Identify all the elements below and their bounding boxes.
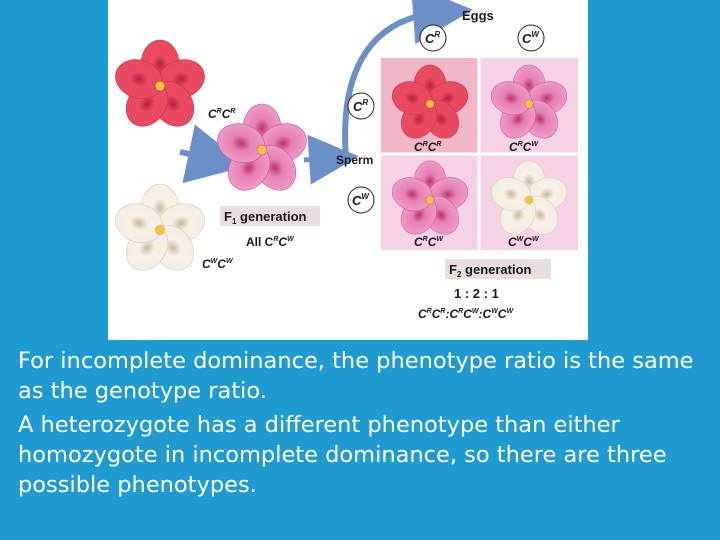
- eggs-label: Eggs: [462, 8, 494, 23]
- svg-text:CW: $C^W$: [352, 192, 369, 208]
- f2-label: $F_2$ generation: [449, 262, 532, 279]
- punnett-genotype-1: $C^RC^R$: [414, 140, 442, 154]
- caption: [18, 346, 718, 504]
- parent-bottom-genotype: [202, 257, 234, 271]
- caption-line-1: For incomplete dominance, the phenotype ratio is the same as the genotype ratio.: [18, 348, 694, 404]
- parent-top-genotype: [208, 107, 235, 121]
- cross-arrow: [180, 152, 218, 160]
- genetics-figure: [108, 0, 588, 340]
- punnett-genotype-4: $C^WC^W$: [508, 235, 539, 249]
- sperm-arrow: [304, 158, 334, 160]
- sperm-label: Sperm: [336, 153, 374, 167]
- flower-red-parent: [110, 40, 209, 134]
- svg-text:CR: $C^R$: [353, 98, 369, 114]
- f2-ratio: 1 : 2 : 1: [454, 286, 499, 301]
- punnett-genotype-2: $C^RC^W$: [509, 140, 539, 154]
- punnett-diagram: [108, 0, 588, 340]
- svg-text:CW: $C^W$: [522, 30, 539, 46]
- f1-label: $F_1$ generation: [224, 209, 307, 226]
- svg-text:CR: $C^R$: [425, 30, 441, 46]
- svg-text:CWCW: $C^WC^W$: [202, 257, 233, 271]
- flower-white-parent: [110, 184, 209, 278]
- svg-text:CRCR: $C^RC^R$: [208, 107, 236, 121]
- f2-genotype-ratio: $C^RC^R:C^RC^W:C^WC^W$: [418, 307, 514, 321]
- caption-line-2: A heterozygote has a different phenotype than either homozygote in incomplete dominance, so there are three possible phenotypes.: [18, 412, 667, 498]
- punnett-genotype-3: $C^RC^W$: [414, 235, 444, 249]
- f1-genotype: All $C^RC^W$: [246, 235, 294, 249]
